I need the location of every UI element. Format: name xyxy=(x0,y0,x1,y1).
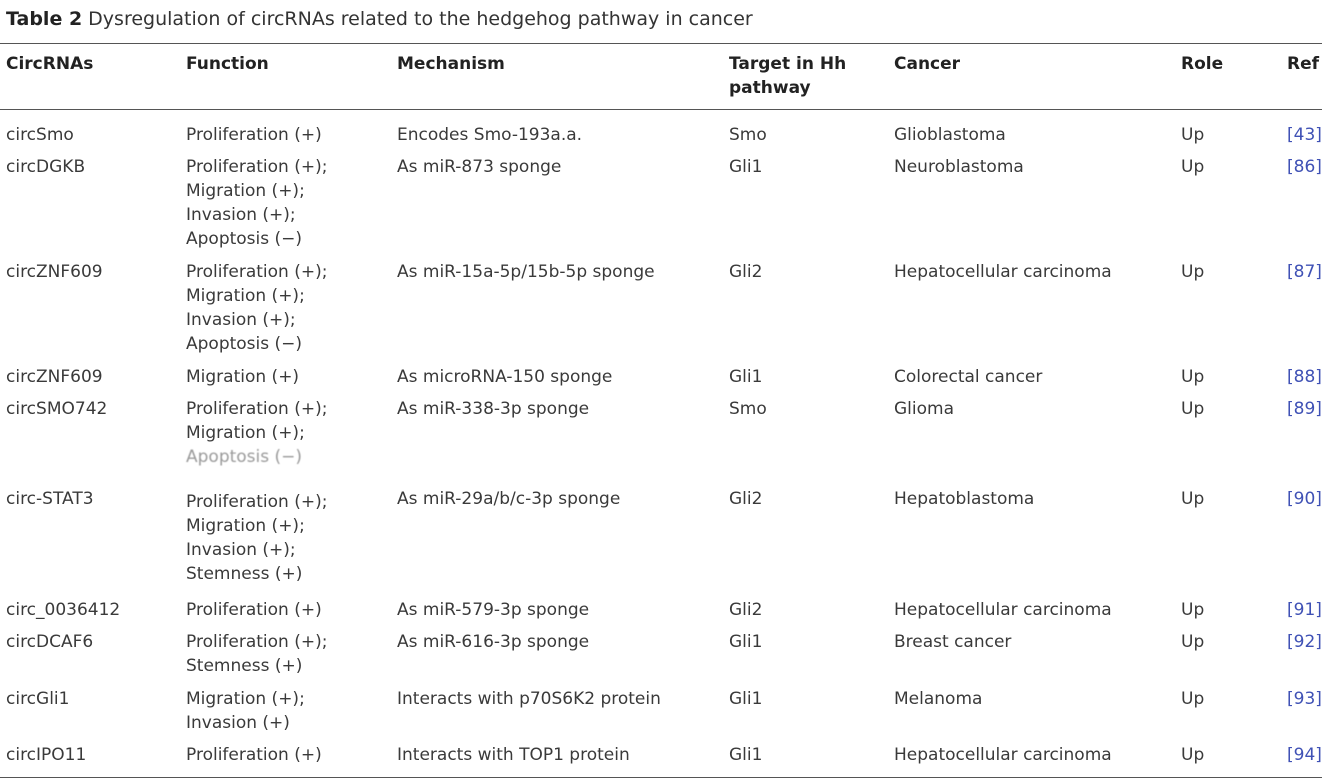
table-caption-label: Table 2 xyxy=(6,8,83,30)
cell-target: Gli1 xyxy=(729,157,763,177)
function-line: Proliferation (+); xyxy=(186,262,328,282)
header-function: Function xyxy=(186,54,269,74)
cell-circrna: circIPO11 xyxy=(6,745,87,765)
cell-function xyxy=(186,365,299,389)
cell-circrna: circSMO742 xyxy=(6,399,108,419)
cell-circrna: circZNF609 xyxy=(6,367,103,387)
cell-role: Up xyxy=(1181,157,1205,177)
cell-function xyxy=(186,687,305,735)
cell-ref-link[interactable]: [ 88 ] xyxy=(1287,365,1322,389)
cell-ref-link[interactable]: [ 94 ] xyxy=(1287,743,1322,767)
cell-function xyxy=(186,743,322,767)
cell-target: Gli2 xyxy=(729,262,763,282)
cell-function xyxy=(186,155,327,251)
table-caption-text: Dysregulation of circRNAs related to the hedgehog pathway in cancer xyxy=(88,8,753,30)
cell-mechanism: As miR-873 sponge xyxy=(397,157,562,177)
cell-ref-link[interactable]: [ 93 ] xyxy=(1287,687,1322,711)
cell-circrna: circZNF609 xyxy=(6,262,103,282)
function-line: Stemness (+) xyxy=(186,564,303,584)
cell-mechanism: As miR-15a-5p/15b-5p sponge xyxy=(397,262,655,282)
cell-cancer: Melanoma xyxy=(894,689,983,709)
table-bottom-rule xyxy=(0,777,1322,778)
table-top-rule xyxy=(0,43,1322,44)
function-line: Migration (+); xyxy=(186,181,305,201)
cell-function xyxy=(186,260,327,356)
cell-role: Up xyxy=(1181,489,1205,509)
header-ref: Ref xyxy=(1287,54,1320,74)
table-caption xyxy=(6,6,753,32)
cell-circrna: circSmo xyxy=(6,125,74,145)
cell-ref-link[interactable]: [ 87 ] xyxy=(1287,260,1322,284)
function-line: Apoptosis (−) xyxy=(186,229,303,249)
function-line: Apoptosis (−) xyxy=(186,447,303,467)
cell-mechanism: As miR-579-3p sponge xyxy=(397,600,590,620)
function-line: Migration (+); xyxy=(186,423,305,443)
function-line: Migration (+); xyxy=(186,516,305,536)
cell-mechanism: As miR-616-3p sponge xyxy=(397,632,590,652)
cell-cancer: Hepatocellular carcinoma xyxy=(894,262,1112,282)
cell-mechanism: Encodes Smo-193a.a. xyxy=(397,125,583,145)
function-line: Migration (+) xyxy=(186,367,300,387)
cell-target: Gli1 xyxy=(729,632,763,652)
cell-ref-link[interactable]: [ 92 ] xyxy=(1287,630,1322,654)
header-circrnas: CircRNAs xyxy=(6,54,94,74)
cell-ref-link[interactable]: [ 90 ] xyxy=(1287,487,1322,511)
cell-role: Up xyxy=(1181,689,1205,709)
cell-cancer: Glioblastoma xyxy=(894,125,1006,145)
function-line: Proliferation (+); xyxy=(186,157,328,177)
function-line: Invasion (+); xyxy=(186,205,296,225)
cell-target: Smo xyxy=(729,125,767,145)
header-cancer: Cancer xyxy=(894,54,961,74)
cell-role: Up xyxy=(1181,600,1205,620)
cell-cancer: Hepatoblastoma xyxy=(894,489,1035,509)
cell-target: Gli2 xyxy=(729,600,763,620)
cell-function xyxy=(186,123,322,147)
function-line: Migration (+); xyxy=(186,286,305,306)
function-line: Migration (+); xyxy=(186,689,305,709)
cell-cancer: Hepatocellular carcinoma xyxy=(894,745,1112,765)
cell-circrna: circ_0036412 xyxy=(6,600,121,620)
function-line: Proliferation (+) xyxy=(186,600,322,620)
cell-target: Gli1 xyxy=(729,689,763,709)
table-header-rule xyxy=(0,109,1322,110)
cell-target: Smo xyxy=(729,399,767,419)
header-target xyxy=(729,52,846,100)
cell-circrna: circGli1 xyxy=(6,689,70,709)
cell-ref-link[interactable]: [ 91 ] xyxy=(1287,598,1322,622)
cell-role: Up xyxy=(1181,262,1205,282)
function-line: Invasion (+); xyxy=(186,310,296,330)
cell-cancer: Hepatocellular carcinoma xyxy=(894,600,1112,620)
cell-target: Gli1 xyxy=(729,367,763,387)
cell-role: Up xyxy=(1181,745,1205,765)
cell-role: Up xyxy=(1181,399,1205,419)
function-line: Proliferation (+); xyxy=(186,632,328,652)
cell-role: Up xyxy=(1181,632,1205,652)
header-target-line2: pathway xyxy=(729,78,811,98)
cell-circrna: circDGKB xyxy=(6,157,86,177)
cell-mechanism: Interacts with TOP1 protein xyxy=(397,745,630,765)
function-line: Proliferation (+); xyxy=(186,399,328,419)
function-line: Stemness (+) xyxy=(186,656,303,676)
cell-cancer: Neuroblastoma xyxy=(894,157,1024,177)
function-line: Invasion (+) xyxy=(186,713,290,733)
cell-function xyxy=(186,490,327,586)
function-line: Invasion (+); xyxy=(186,540,296,560)
cell-target: Gli1 xyxy=(729,745,763,765)
cell-target: Gli2 xyxy=(729,489,763,509)
function-line: Apoptosis (−) xyxy=(186,334,303,354)
header-mechanism: Mechanism xyxy=(397,54,505,74)
cell-function xyxy=(186,630,327,678)
cell-mechanism: As microRNA-150 sponge xyxy=(397,367,613,387)
header-target-line1: Target in Hh xyxy=(729,54,847,74)
cell-function xyxy=(186,598,322,622)
cell-cancer: Breast cancer xyxy=(894,632,1012,652)
cell-ref-link[interactable]: [ 43 ] xyxy=(1287,123,1322,147)
cell-cancer: Colorectal cancer xyxy=(894,367,1043,387)
cell-ref-link[interactable]: [ 86 ] xyxy=(1287,155,1322,179)
cell-circrna: circ-STAT3 xyxy=(6,489,94,509)
cell-mechanism: As miR-29a/b/c-3p sponge xyxy=(397,489,621,509)
cell-cancer: Glioma xyxy=(894,399,954,419)
function-line: Proliferation (+) xyxy=(186,745,322,765)
cell-mechanism: As miR-338-3p sponge xyxy=(397,399,590,419)
cell-circrna: circDCAF6 xyxy=(6,632,94,652)
function-line: Proliferation (+); xyxy=(186,492,328,512)
cell-role: Up xyxy=(1181,367,1205,387)
header-role: Role xyxy=(1181,54,1224,74)
cell-ref-link[interactable]: [ 89 ] xyxy=(1287,397,1322,421)
cell-mechanism: Interacts with p70S6K2 protein xyxy=(397,689,661,709)
cell-function xyxy=(186,397,327,469)
cell-role: Up xyxy=(1181,125,1205,145)
function-line: Proliferation (+) xyxy=(186,125,322,145)
